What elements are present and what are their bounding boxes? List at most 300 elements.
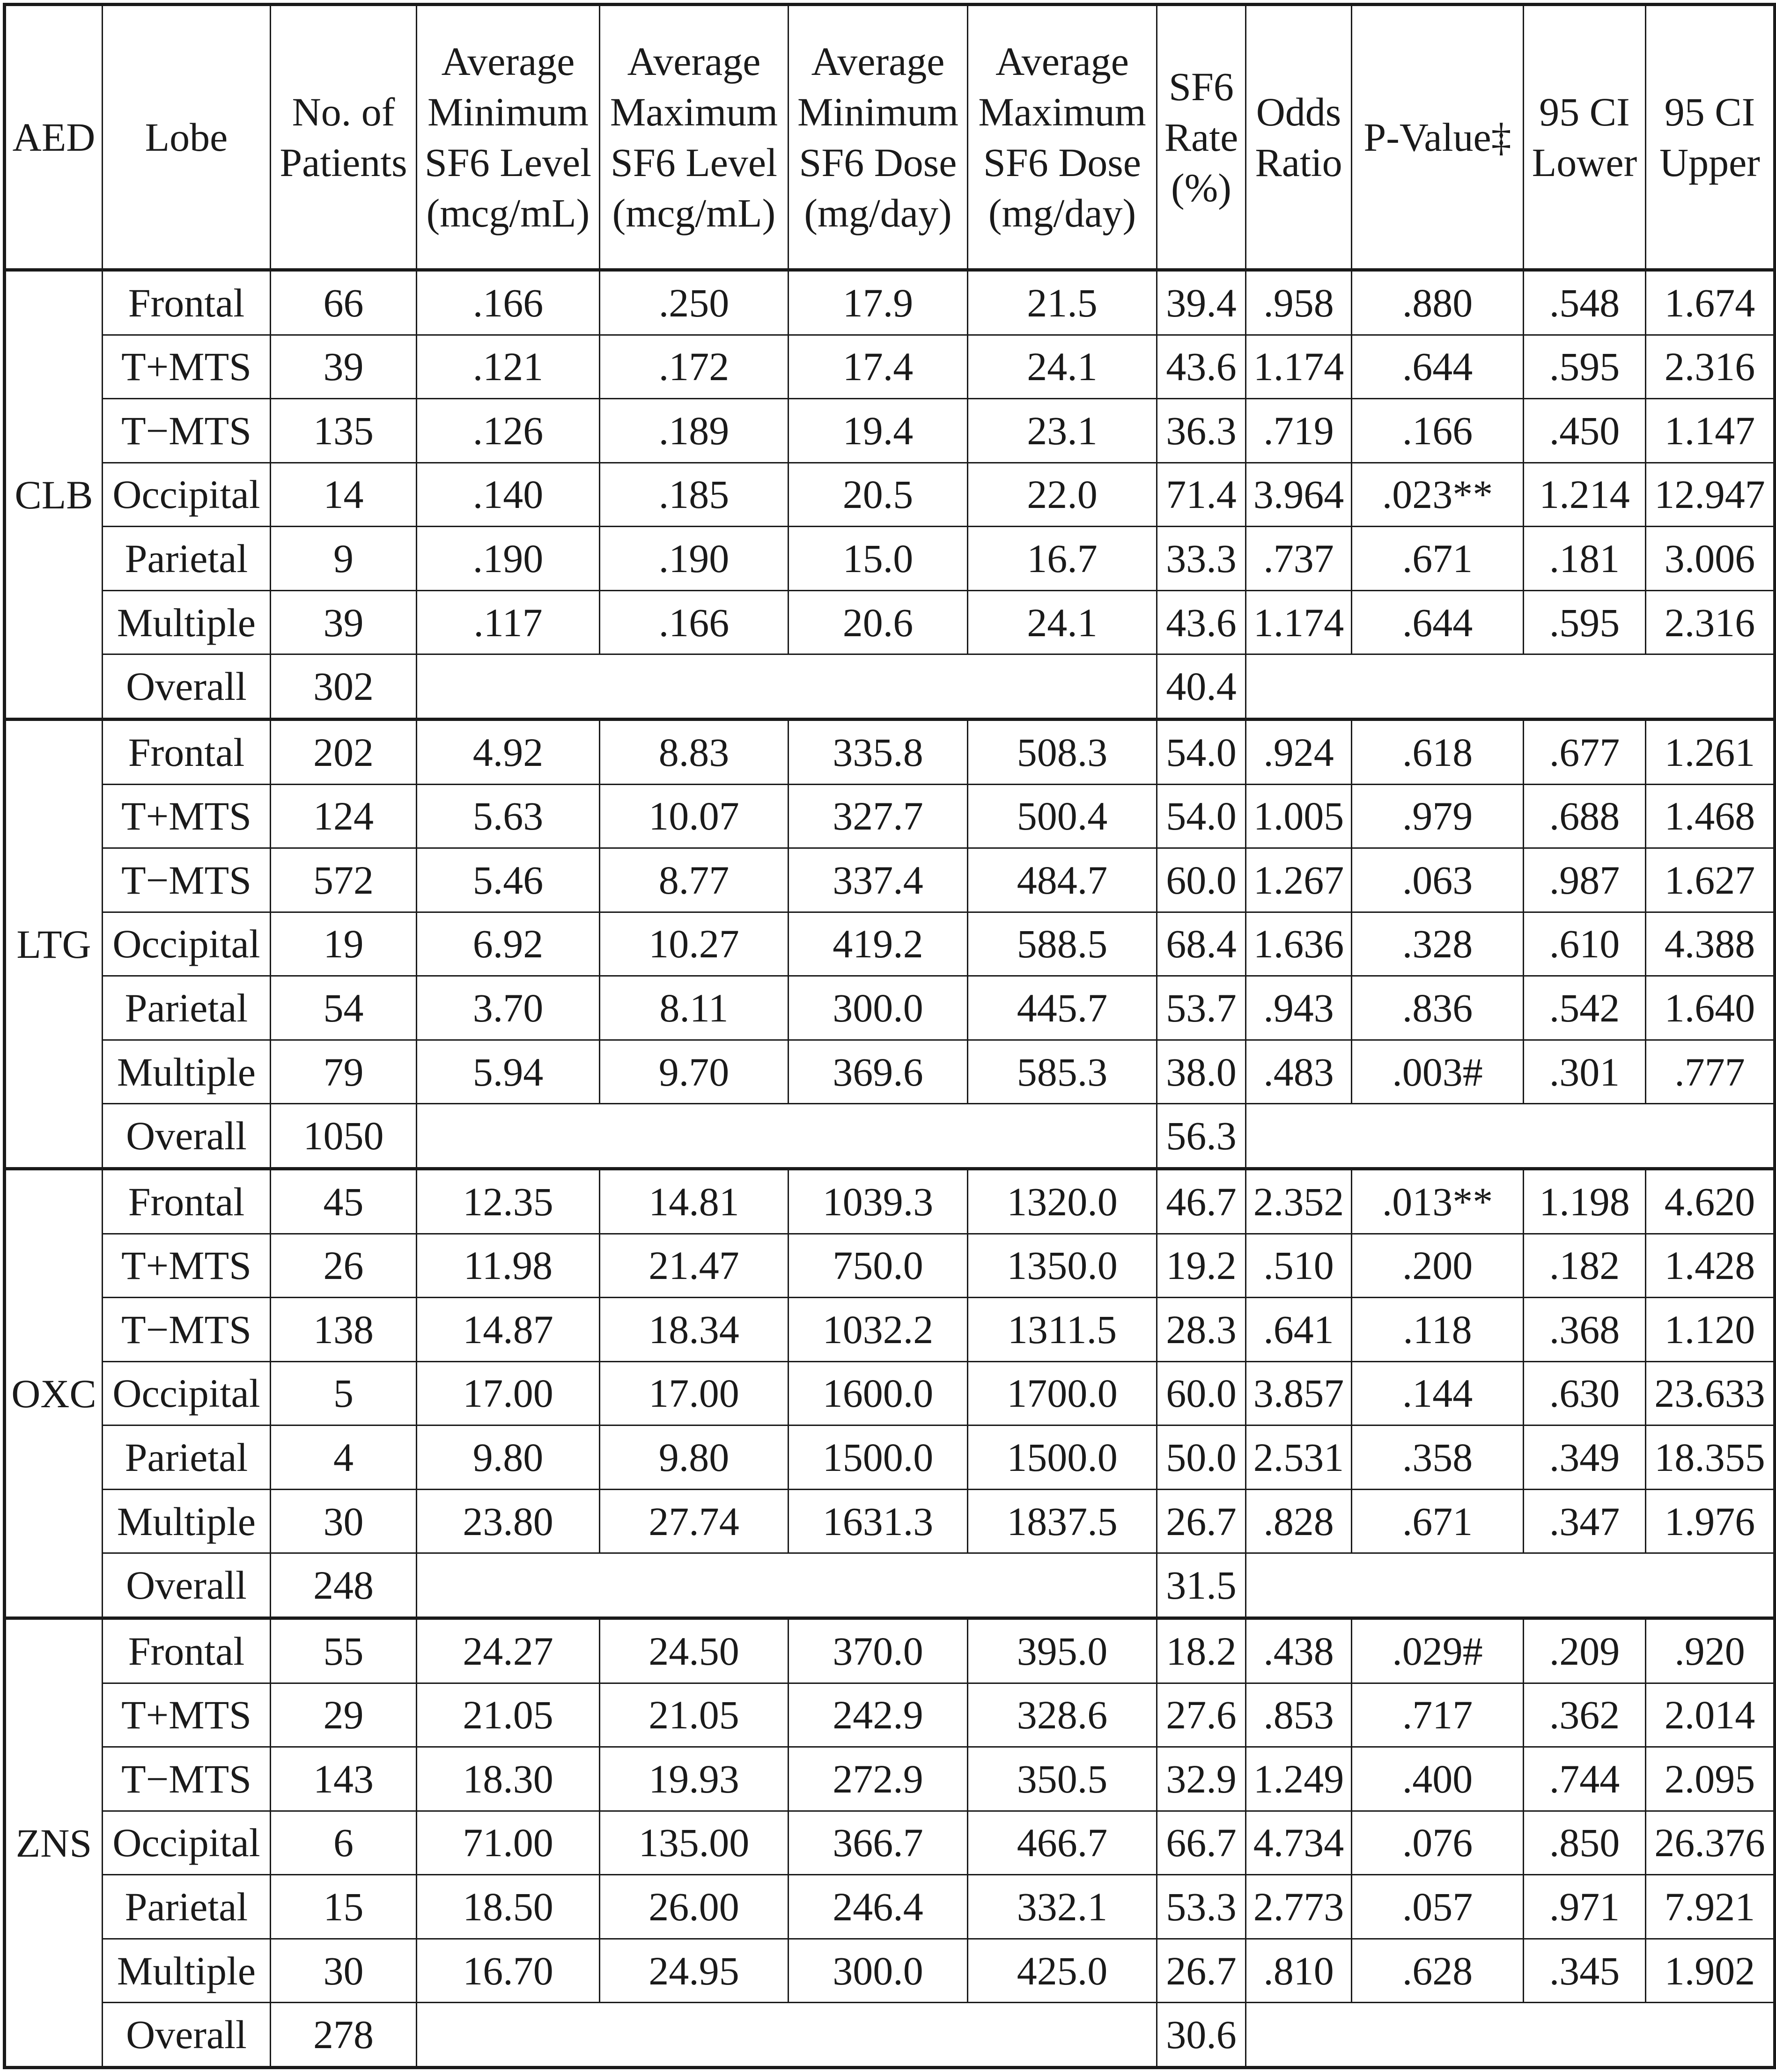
value-cell-sf6-rate: 27.6 [1157,1683,1246,1747]
value-cell-avg-max-level: 21.47 [600,1234,789,1298]
value-cell-avg-min-level: .140 [417,463,600,527]
value-cell-avg-max-level: 21.05 [600,1683,789,1747]
value-cell-patients: 143 [271,1747,417,1811]
value-cell-patients: 4 [271,1425,417,1490]
table-row [5,590,1775,654]
value-cell-ci-lower: .345 [1524,1939,1646,2003]
value-cell-ci-upper: 4.388 [1646,912,1775,976]
value-cell-p-value: .644 [1352,335,1524,399]
value-cell-avg-min-dose: 300.0 [789,1939,968,2003]
value-cell-ci-lower: .744 [1524,1747,1646,1811]
lobe-cell: Frontal [103,720,271,785]
value-cell-avg-min-level: .121 [417,335,600,399]
aed-group-ltg [5,720,1775,1169]
header-ci-upper: 95 CI Upper [1646,5,1775,270]
header-odds-ratio: Odds Ratio [1246,5,1352,270]
header-row [5,5,1775,270]
table-row [5,976,1775,1040]
aed-label: OXC [5,1169,103,1618]
value-cell-odds-ratio: 1.636 [1246,912,1352,976]
value-cell-ci-upper: 1.640 [1646,976,1775,1040]
value-cell-avg-min-level: 4.92 [417,720,600,785]
lobe-cell: Multiple [103,590,271,654]
value-cell-avg-min-level: .126 [417,399,600,463]
value-cell-avg-min-level: 5.94 [417,1040,600,1104]
value-cell-avg-max-level: 10.27 [600,912,789,976]
value-cell-avg-min-dose: 419.2 [789,912,968,976]
value-cell-avg-min-dose: 335.8 [789,720,968,785]
value-cell-ci-upper: 3.006 [1646,527,1775,591]
value-cell-patients: 19 [271,912,417,976]
value-cell-p-value: .023** [1352,463,1524,527]
value-cell-sf6-rate: 66.7 [1157,1811,1246,1875]
value-cell-odds-ratio: .828 [1246,1489,1352,1553]
value-cell-ci-upper: .920 [1646,1618,1775,1683]
value-cell-avg-max-level: 14.81 [600,1169,789,1234]
value-cell-p-value: .118 [1352,1298,1524,1362]
value-cell-avg-max-dose: 585.3 [968,1040,1157,1104]
value-cell-avg-min-dose: 20.6 [789,590,968,654]
value-cell-sf6-rate: 60.0 [1157,848,1246,912]
value-cell-odds-ratio: 3.857 [1246,1361,1352,1425]
value-cell-avg-min-dose: 246.4 [789,1875,968,1939]
value-cell-avg-min-level: 23.80 [417,1489,600,1553]
value-cell-avg-min-dose: 19.4 [789,399,968,463]
lobe-cell: Occipital [103,1361,271,1425]
overall-patients: 1050 [271,1104,417,1169]
value-cell-ci-upper: 1.120 [1646,1298,1775,1362]
value-cell-patients: 9 [271,527,417,591]
value-cell-ci-lower: .301 [1524,1040,1646,1104]
aed-group-clb [5,270,1775,720]
value-cell-odds-ratio: .483 [1246,1040,1352,1104]
lobe-cell: Frontal [103,1618,271,1683]
value-cell-avg-min-dose: 750.0 [789,1234,968,1298]
value-cell-odds-ratio: 3.964 [1246,463,1352,527]
value-cell-patients: 135 [271,399,417,463]
value-cell-avg-min-level: 11.98 [417,1234,600,1298]
table-row [5,720,1775,785]
value-cell-p-value: .200 [1352,1234,1524,1298]
value-cell-patients: 45 [271,1169,417,1234]
value-cell-avg-min-level: 5.46 [417,848,600,912]
overall-row [5,654,1775,720]
value-cell-ci-upper: 23.633 [1646,1361,1775,1425]
table-row [5,1298,1775,1362]
value-cell-odds-ratio: 2.352 [1246,1169,1352,1234]
value-cell-avg-min-level: 14.87 [417,1298,600,1362]
aed-label: ZNS [5,1618,103,2068]
value-cell-ci-upper: 2.316 [1646,590,1775,654]
value-cell-p-value: .671 [1352,1489,1524,1553]
value-cell-avg-min-level: 21.05 [417,1683,600,1747]
table-row [5,1425,1775,1490]
value-cell-p-value: .979 [1352,784,1524,848]
overall-blank-left [417,654,1157,720]
value-cell-avg-min-dose: 15.0 [789,527,968,591]
value-cell-odds-ratio: .737 [1246,527,1352,591]
lobe-cell: T−MTS [103,848,271,912]
overall-patients: 302 [271,654,417,720]
value-cell-avg-max-level: .189 [600,399,789,463]
value-cell-avg-max-dose: 1320.0 [968,1169,1157,1234]
table-row [5,1234,1775,1298]
value-cell-patients: 14 [271,463,417,527]
value-cell-avg-max-level: .250 [600,270,789,335]
lobe-cell: Occipital [103,912,271,976]
value-cell-ci-lower: .610 [1524,912,1646,976]
overall-label: Overall [103,1553,271,1618]
overall-blank-left [417,1104,1157,1169]
value-cell-avg-min-dose: 300.0 [789,976,968,1040]
value-cell-avg-max-level: 9.70 [600,1040,789,1104]
value-cell-p-value: .644 [1352,590,1524,654]
value-cell-avg-min-dose: 242.9 [789,1683,968,1747]
value-cell-p-value: .057 [1352,1875,1524,1939]
value-cell-patients: 26 [271,1234,417,1298]
value-cell-ci-upper: 1.261 [1646,720,1775,785]
table-row [5,527,1775,591]
value-cell-avg-max-level: 18.34 [600,1298,789,1362]
aed-group-oxc [5,1169,1775,1618]
value-cell-patients: 15 [271,1875,417,1939]
value-cell-avg-max-dose: 16.7 [968,527,1157,591]
value-cell-p-value: .076 [1352,1811,1524,1875]
value-cell-avg-max-dose: 1700.0 [968,1361,1157,1425]
table-row [5,848,1775,912]
value-cell-ci-upper: 1.976 [1646,1489,1775,1553]
value-cell-ci-lower: .182 [1524,1234,1646,1298]
value-cell-avg-min-level: 16.70 [417,1939,600,2003]
value-cell-avg-max-dose: 328.6 [968,1683,1157,1747]
value-cell-ci-lower: .349 [1524,1425,1646,1490]
value-cell-sf6-rate: 26.7 [1157,1489,1246,1553]
value-cell-avg-max-dose: 1500.0 [968,1425,1157,1490]
value-cell-p-value: .880 [1352,270,1524,335]
value-cell-odds-ratio: .943 [1246,976,1352,1040]
value-cell-avg-min-dose: 1032.2 [789,1298,968,1362]
value-cell-ci-lower: .548 [1524,270,1646,335]
lobe-cell: Frontal [103,270,271,335]
value-cell-sf6-rate: 46.7 [1157,1169,1246,1234]
value-cell-odds-ratio: .719 [1246,399,1352,463]
value-cell-avg-max-dose: 508.3 [968,720,1157,785]
value-cell-avg-max-level: 26.00 [600,1875,789,1939]
value-cell-ci-lower: .209 [1524,1618,1646,1683]
value-cell-avg-min-dose: 369.6 [789,1040,968,1104]
value-cell-avg-min-dose: 370.0 [789,1618,968,1683]
value-cell-odds-ratio: .958 [1246,270,1352,335]
lobe-cell: T−MTS [103,399,271,463]
value-cell-p-value: .358 [1352,1425,1524,1490]
value-cell-ci-upper: 4.620 [1646,1169,1775,1234]
table-row [5,1489,1775,1553]
value-cell-avg-max-level: 24.95 [600,1939,789,2003]
aed-group-zns [5,1618,1775,2068]
lobe-cell: T+MTS [103,1683,271,1747]
value-cell-odds-ratio: 1.174 [1246,335,1352,399]
aed-label: CLB [5,270,103,720]
value-cell-sf6-rate: 26.7 [1157,1939,1246,2003]
value-cell-avg-max-level: .185 [600,463,789,527]
value-cell-avg-max-level: 8.77 [600,848,789,912]
value-cell-sf6-rate: 71.4 [1157,463,1246,527]
value-cell-p-value: .836 [1352,976,1524,1040]
value-cell-patients: 5 [271,1361,417,1425]
value-cell-ci-lower: .542 [1524,976,1646,1040]
aed-label: LTG [5,720,103,1169]
table-row [5,1875,1775,1939]
value-cell-sf6-rate: 19.2 [1157,1234,1246,1298]
value-cell-ci-upper: 1.902 [1646,1939,1775,2003]
overall-sf6-rate: 40.4 [1157,654,1246,720]
value-cell-patients: 66 [271,270,417,335]
value-cell-avg-max-level: 17.00 [600,1361,789,1425]
value-cell-avg-max-dose: 588.5 [968,912,1157,976]
value-cell-avg-min-level: 5.63 [417,784,600,848]
value-cell-patients: 79 [271,1040,417,1104]
value-cell-avg-max-dose: 1350.0 [968,1234,1157,1298]
value-cell-p-value: .003# [1352,1040,1524,1104]
table-row [5,1683,1775,1747]
value-cell-ci-lower: .368 [1524,1298,1646,1362]
value-cell-avg-min-level: 6.92 [417,912,600,976]
table-header [5,5,1775,270]
value-cell-ci-upper: 2.316 [1646,335,1775,399]
overall-patients: 248 [271,1553,417,1618]
value-cell-ci-lower: .595 [1524,590,1646,654]
value-cell-ci-lower: .181 [1524,527,1646,591]
value-cell-avg-min-level: 24.27 [417,1618,600,1683]
value-cell-avg-max-dose: 500.4 [968,784,1157,848]
table-row [5,1747,1775,1811]
value-cell-sf6-rate: 43.6 [1157,590,1246,654]
header-patients: No. of Patients [271,5,417,270]
value-cell-avg-max-dose: 466.7 [968,1811,1157,1875]
value-cell-avg-max-dose: 332.1 [968,1875,1157,1939]
value-cell-avg-max-dose: 22.0 [968,463,1157,527]
value-cell-avg-max-level: .190 [600,527,789,591]
table-row [5,463,1775,527]
lobe-cell: Occipital [103,463,271,527]
value-cell-p-value: .671 [1352,527,1524,591]
value-cell-patients: 124 [271,784,417,848]
value-cell-ci-upper: 1.428 [1646,1234,1775,1298]
table-row [5,784,1775,848]
overall-blank-right [1246,654,1775,720]
value-cell-sf6-rate: 38.0 [1157,1040,1246,1104]
value-cell-sf6-rate: 43.6 [1157,335,1246,399]
value-cell-avg-max-level: 24.50 [600,1618,789,1683]
value-cell-avg-max-dose: 350.5 [968,1747,1157,1811]
table-row [5,912,1775,976]
lobe-cell: T−MTS [103,1747,271,1811]
value-cell-avg-min-level: 18.50 [417,1875,600,1939]
value-cell-odds-ratio: 2.531 [1246,1425,1352,1490]
header-ci-lower: 95 CI Lower [1524,5,1646,270]
value-cell-ci-lower: .347 [1524,1489,1646,1553]
value-cell-sf6-rate: 28.3 [1157,1298,1246,1362]
value-cell-avg-min-dose: 272.9 [789,1747,968,1811]
value-cell-sf6-rate: 60.0 [1157,1361,1246,1425]
value-cell-avg-min-dose: 17.9 [789,270,968,335]
overall-patients: 278 [271,2003,417,2068]
table-row [5,1040,1775,1104]
value-cell-patients: 29 [271,1683,417,1747]
header-sf6-rate: SF6 Rate (%) [1157,5,1246,270]
value-cell-odds-ratio: .924 [1246,720,1352,785]
value-cell-patients: 30 [271,1939,417,2003]
value-cell-avg-min-dose: 1631.3 [789,1489,968,1553]
lobe-cell: Multiple [103,1489,271,1553]
overall-blank-right [1246,1553,1775,1618]
value-cell-avg-max-dose: 23.1 [968,399,1157,463]
header-lobe: Lobe [103,5,271,270]
value-cell-avg-max-level: 27.74 [600,1489,789,1553]
value-cell-avg-min-dose: 1600.0 [789,1361,968,1425]
value-cell-patients: 39 [271,590,417,654]
value-cell-p-value: .328 [1352,912,1524,976]
value-cell-p-value: .029# [1352,1618,1524,1683]
table-row [5,1169,1775,1234]
value-cell-avg-min-level: 12.35 [417,1169,600,1234]
value-cell-sf6-rate: 50.0 [1157,1425,1246,1490]
lobe-cell: Parietal [103,976,271,1040]
value-cell-ci-lower: .971 [1524,1875,1646,1939]
value-cell-ci-upper: 1.674 [1646,270,1775,335]
value-cell-ci-lower: .630 [1524,1361,1646,1425]
value-cell-avg-max-level: .172 [600,335,789,399]
value-cell-ci-upper: 7.921 [1646,1875,1775,1939]
lobe-cell: T+MTS [103,1234,271,1298]
header-avg-min-level: Average Minimum SF6 Level (mcg/mL) [417,5,600,270]
value-cell-odds-ratio: 2.773 [1246,1875,1352,1939]
value-cell-avg-max-level: 8.11 [600,976,789,1040]
table-row [5,1811,1775,1875]
lobe-cell: Parietal [103,527,271,591]
value-cell-odds-ratio: .853 [1246,1683,1352,1747]
value-cell-avg-min-dose: 366.7 [789,1811,968,1875]
value-cell-odds-ratio: 1.005 [1246,784,1352,848]
overall-row [5,1553,1775,1618]
value-cell-p-value: .628 [1352,1939,1524,2003]
overall-label: Overall [103,654,271,720]
value-cell-avg-max-dose: 24.1 [968,335,1157,399]
overall-blank-left [417,1553,1157,1618]
table-row [5,399,1775,463]
table-row [5,1939,1775,2003]
value-cell-p-value: .144 [1352,1361,1524,1425]
header-avg-max-dose: Average Maximum SF6 Dose (mg/day) [968,5,1157,270]
value-cell-avg-max-dose: 484.7 [968,848,1157,912]
lobe-cell: T+MTS [103,784,271,848]
value-cell-sf6-rate: 33.3 [1157,527,1246,591]
lobe-cell: Occipital [103,1811,271,1875]
value-cell-avg-min-level: .117 [417,590,600,654]
value-cell-avg-min-dose: 327.7 [789,784,968,848]
value-cell-avg-max-dose: 395.0 [968,1618,1157,1683]
overall-blank-left [417,2003,1157,2068]
value-cell-ci-lower: .362 [1524,1683,1646,1747]
lobe-cell: Frontal [103,1169,271,1234]
header-aed: AED [5,5,103,270]
value-cell-patients: 30 [271,1489,417,1553]
value-cell-ci-lower: 1.198 [1524,1169,1646,1234]
value-cell-avg-max-dose: 1311.5 [968,1298,1157,1362]
value-cell-ci-upper: .777 [1646,1040,1775,1104]
value-cell-sf6-rate: 39.4 [1157,270,1246,335]
value-cell-avg-max-level: 10.07 [600,784,789,848]
overall-sf6-rate: 30.6 [1157,2003,1246,2068]
value-cell-patients: 6 [271,1811,417,1875]
value-cell-ci-lower: .450 [1524,399,1646,463]
value-cell-odds-ratio: 1.267 [1246,848,1352,912]
overall-label: Overall [103,1104,271,1169]
lobe-cell: T+MTS [103,335,271,399]
value-cell-sf6-rate: 53.7 [1157,976,1246,1040]
value-cell-avg-max-dose: 445.7 [968,976,1157,1040]
value-cell-p-value: .400 [1352,1747,1524,1811]
value-cell-ci-lower: .677 [1524,720,1646,785]
value-cell-avg-min-level: 17.00 [417,1361,600,1425]
value-cell-patients: 55 [271,1618,417,1683]
value-cell-patients: 138 [271,1298,417,1362]
value-cell-patients: 39 [271,335,417,399]
value-cell-ci-upper: 18.355 [1646,1425,1775,1490]
value-cell-sf6-rate: 18.2 [1157,1618,1246,1683]
lobe-cell: Multiple [103,1939,271,2003]
overall-row [5,2003,1775,2068]
overall-row [5,1104,1775,1169]
value-cell-avg-min-level: 9.80 [417,1425,600,1490]
value-cell-odds-ratio: .510 [1246,1234,1352,1298]
overall-blank-right [1246,2003,1775,2068]
lobe-cell: Multiple [103,1040,271,1104]
value-cell-odds-ratio: .810 [1246,1939,1352,2003]
sf6-lobe-table [3,3,1776,2069]
value-cell-odds-ratio: 1.174 [1246,590,1352,654]
value-cell-ci-upper: 12.947 [1646,463,1775,527]
value-cell-sf6-rate: 32.9 [1157,1747,1246,1811]
overall-sf6-rate: 31.5 [1157,1553,1246,1618]
value-cell-odds-ratio: .438 [1246,1618,1352,1683]
value-cell-avg-max-dose: 1837.5 [968,1489,1157,1553]
value-cell-ci-lower: .688 [1524,784,1646,848]
value-cell-avg-min-dose: 1039.3 [789,1169,968,1234]
table-row [5,335,1775,399]
overall-blank-right [1246,1104,1775,1169]
value-cell-avg-min-level: 3.70 [417,976,600,1040]
lobe-cell: Parietal [103,1875,271,1939]
value-cell-sf6-rate: 54.0 [1157,720,1246,785]
lobe-cell: T−MTS [103,1298,271,1362]
value-cell-avg-min-level: .166 [417,270,600,335]
value-cell-p-value: .013** [1352,1169,1524,1234]
value-cell-avg-min-level: .190 [417,527,600,591]
value-cell-patients: 202 [271,720,417,785]
overall-sf6-rate: 56.3 [1157,1104,1246,1169]
value-cell-ci-lower: .850 [1524,1811,1646,1875]
value-cell-ci-lower: .595 [1524,335,1646,399]
table-row [5,270,1775,335]
value-cell-avg-min-dose: 20.5 [789,463,968,527]
value-cell-avg-min-level: 71.00 [417,1811,600,1875]
header-avg-max-level: Average Maximum SF6 Level (mcg/mL) [600,5,789,270]
value-cell-avg-max-level: .166 [600,590,789,654]
value-cell-avg-max-dose: 425.0 [968,1939,1157,2003]
value-cell-ci-lower: .987 [1524,848,1646,912]
value-cell-avg-max-level: 8.83 [600,720,789,785]
